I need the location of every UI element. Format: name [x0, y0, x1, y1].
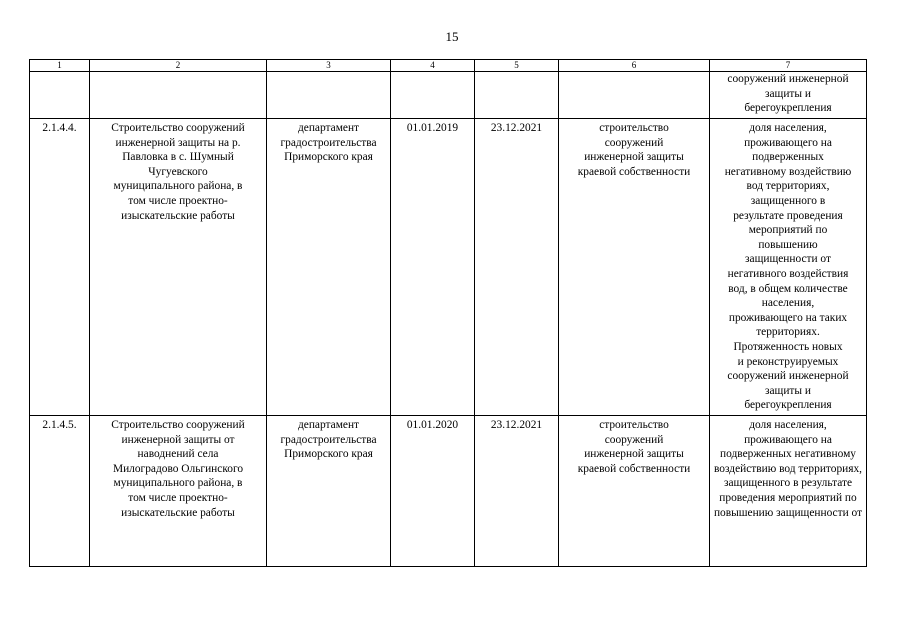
cell-empty [30, 72, 90, 119]
continuation-row [30, 72, 867, 119]
cell-executor: департамент градостроительства Приморского края [267, 416, 391, 567]
cell-indicator: доля населения, проживающего на подверженных негативному воздействию вод территориях, защищенного в результате проведения мероприятий по повышению защищенности от негативного воздействия вод, в общем количестве населения, проживающего на таких территориях. Протяженность новых и реконструируемых сооружений инженерной защиты и берегоукрепления [710, 119, 867, 416]
measures-table [29, 59, 867, 567]
cell-measure-name: Строительство сооружений инженерной защиты от наводнений села Милоградово Ольгинского муниципального района, в том числе проектно- изыскательские работы [90, 416, 267, 567]
column-number-3: 3 [267, 60, 391, 72]
cell-empty [559, 72, 710, 119]
table-row [30, 416, 867, 567]
column-number-5: 5 [475, 60, 559, 72]
table-row [30, 119, 867, 416]
cell-empty [391, 72, 475, 119]
cell-measure-number: 2.1.4.4. [30, 119, 90, 416]
cell-expected-result: строительство сооружений инженерной защиты краевой собственности [559, 416, 710, 567]
column-number-7: 7 [710, 60, 867, 72]
cell-empty [90, 72, 267, 119]
cell-measure-number: 2.1.4.5. [30, 416, 90, 567]
page-number: 15 [445, 29, 459, 44]
cell-executor: департамент градостроительства Приморского края [267, 119, 391, 416]
column-number-4: 4 [391, 60, 475, 72]
table-header-row [30, 60, 867, 72]
cell-end-date: 23.12.2021 [475, 416, 559, 567]
cell-expected-result: строительство сооружений инженерной защиты краевой собственности [559, 119, 710, 416]
column-number-6: 6 [559, 60, 710, 72]
cell-start-date: 01.01.2019 [391, 119, 475, 416]
cell-indicator-wrapper [710, 416, 867, 567]
column-number-1: 1 [30, 60, 90, 72]
cell-measure-name: Строительство сооружений инженерной защиты на р. Павловка в с. Шумный Чугуевского муниципального района, в том числе проектно- изыскательские работы [90, 119, 267, 416]
cell-indicator: доля населения, проживающего на подверженных негативному воздействию вод территориях, защищенного в результате проведения мероприятий по повышению защищенности от [713, 419, 863, 519]
cell-indicator-continuation: сооружений инженерной защиты и берегоукрепления [710, 72, 867, 119]
cell-start-date: 01.01.2020 [391, 416, 475, 567]
cell-empty [267, 72, 391, 119]
column-number-2: 2 [90, 60, 267, 72]
cell-end-date: 23.12.2021 [475, 119, 559, 416]
cell-empty [475, 72, 559, 119]
